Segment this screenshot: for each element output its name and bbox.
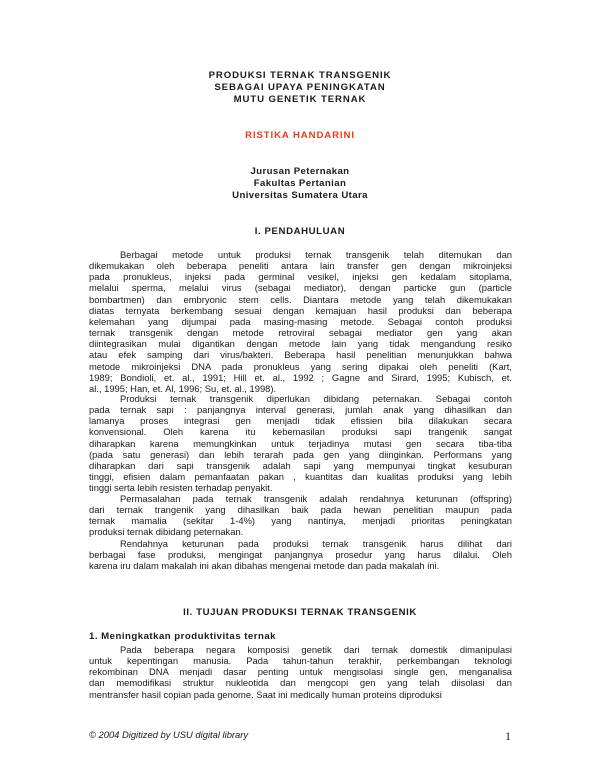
paragraph-4	[89, 538, 512, 571]
text-line: konvensional. Oleh karena itu kebemasilan produksi sapi trangenik sangat	[89, 426, 512, 438]
text-line: mentransfer hasil copian pada genome. Saat ini medically human proteins diproduksi	[89, 688, 442, 700]
text-line: tinggi serta lebih resisten terhadap penyakit.	[89, 482, 273, 494]
subsection-heading-produktivitas: 1. Meningkatkan produktivitas ternak	[89, 631, 277, 642]
text-line: dikemukakan oleh beberapa peneliti antara lain transfer gen dengan mikroinjeksi	[89, 260, 512, 272]
text-line: rekombinan DNA menjadi dasar penting untuk mengisolasi single gen, menganalisa	[89, 666, 512, 678]
affiliation-faculty: Fakultas Pertanian	[253, 178, 347, 189]
text-line: ternak mamalia (sekitar 1-4%) yang nantinya, menjadi prioritas peningkatan	[89, 515, 512, 527]
affiliation-university: Universitas Sumatera Utara	[232, 190, 368, 201]
paragraph-3	[89, 493, 512, 538]
text-line: produksi ternak dibidang peternakan.	[89, 526, 244, 538]
text-line: pada ternak sapi : panjangnya interval generasi, jumlah anak yang dihasilkan dan	[89, 404, 512, 416]
text-line: tinggi, efisien dalam pemanfaatan pakan , kuantitas dan kualitas produksi yang lebih	[89, 471, 512, 483]
text-line: Rendahnya keturunan pada produksi ternak transgenik harus dilihat dari	[120, 538, 512, 549]
paragraph-5	[89, 644, 512, 700]
title-line-2: SEBAGAI UPAYA PENINGKATAN	[214, 82, 386, 93]
text-line: diharapkan karena memungkinkan untuk terjadinya mutasi gen secara tiba-tiba	[89, 437, 512, 449]
section-heading-pendahuluan: I. PENDAHULUAN	[254, 226, 346, 237]
text-line: Berbagai metode untuk produksi ternak transgenik telah ditemukan dan	[120, 249, 512, 260]
text-line: Pada beberapa negara komposisi genetik dari ternak domestik dimanipulasi	[120, 644, 512, 655]
text-line: untuk kepentingan manusia. Pada tahun-tahun terakhir, perkembangan teknologi	[89, 655, 512, 667]
text-line: (pada satu generasi) dan lebih terarah pada gen yang diinginkan. Performans yang	[89, 448, 512, 460]
text-line: karena iru dalam makalah ini akan dibahas mengenai metode dan pada makalah ini.	[89, 560, 440, 572]
text-line: melalui sperma, melalui virus (sebagai mediator), dengan particke gun (particle	[89, 282, 512, 294]
title-line-3: MUTU GENETIK TERNAK	[233, 94, 367, 105]
text-line: berbagai fase produksi, mengingat panjangnya prosedur yang harus dilalui. Oleh	[89, 549, 512, 561]
text-line: bombartmen) dan embryonic stem cells. Diantara metode yang telah dikemukakan	[89, 293, 512, 305]
text-line: kelemahan yang dijumpai pada masing-masing metode. Sebagai contoh produksi	[89, 315, 512, 327]
text-line: diatas ternyata berkembang sesuai dengan kemajuan hasil produksi dan beberapa	[89, 304, 512, 316]
paragraph-1	[89, 249, 512, 394]
text-line: diintegrasikan mulai digantikan dengan metode lain yang tidak mengandung resiko	[89, 338, 512, 350]
page-number: 1	[505, 729, 511, 743]
title-line-1: PRODUKSI TERNAK TRANSGENIK	[208, 70, 392, 81]
author-name: RISTIKA HANDARINI	[245, 130, 355, 141]
text-line: ternak transgenik dengan metode retroviral sebagai mediator gen yang akan	[89, 327, 512, 339]
text-line: Permasalahan pada ternak transgenik adalah rendahnya keturunan (offspring)	[120, 493, 512, 504]
text-line: pada pronukleus, injeksi pada germinal vesikel, injeksi gen kedalam sitoplama,	[89, 271, 512, 283]
affiliation-department: Jurusan Peternakan	[250, 166, 350, 177]
text-line: diharapkan dari sapi transgenik adalah sapi yang mempunyai tingkat kesuburan	[89, 459, 512, 471]
text-line: dari ternak trangenik yang dihasilkan baik pada hewan penelitian maupun pada	[89, 504, 512, 516]
text-line: Produksi ternak transgenik diperlukan dibidang peternakan. Sebagai contoh	[120, 393, 512, 404]
text-line: metode mikroinjeksi DNA pada pronukleus yang sering dipakai oleh peneliti (Kart,	[89, 360, 512, 372]
footer-copyright: © 2004 Digitized by USU digital library	[89, 729, 249, 740]
text-line: 1989; Bondioli, et. al., 1991; Hill et. al., 1992 ; Gagne and Sirard, 1995; Kubisch, et.	[89, 371, 512, 383]
text-line: al., 1995; Han, et. Al, 1996; Su, et. al., 1998).	[89, 382, 277, 394]
paragraph-2	[89, 393, 512, 493]
text-line: dan memodifikasi struktur nukleotida dan mengcopi gen yang telah diisolasi dan	[89, 677, 512, 689]
text-line: atau efek samping dari virus/bakteri. Beberapa hasil penelitian menunjukkan bahwa	[89, 349, 512, 361]
text-line: lamanya proses integrasi gen menjadi tidak efissien bila dilakukan secara	[89, 415, 512, 427]
section-heading-tujuan: II. TUJUAN PRODUKSI TERNAK TRANSGENIK	[183, 607, 417, 618]
